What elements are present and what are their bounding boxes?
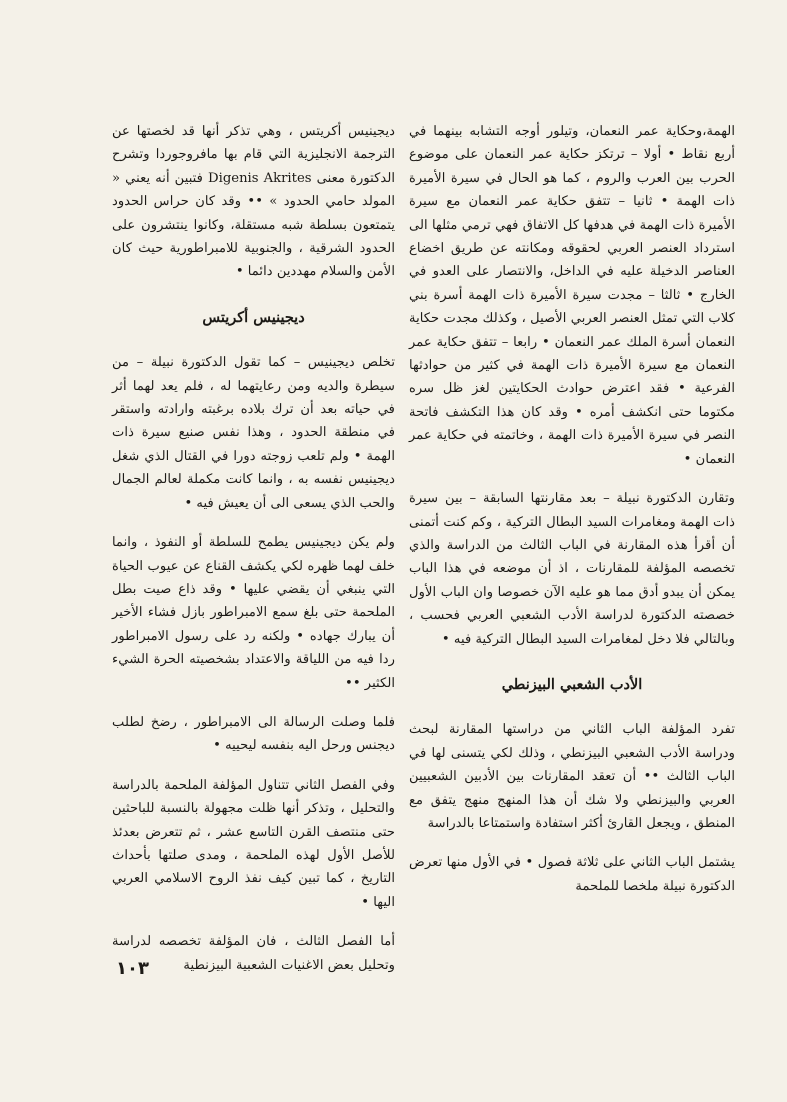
paragraph: فلما وصلت الرسالة الى الامبراطور ، رضخ لطلب ديجنس ورحل اليه بنفسه ليحييه • — [112, 714, 395, 754]
paragraph: ديجينيس أكريتس ، وهي تذكر أنها قد لخصتها عن الترجمة الانجليزية التي قام بها مافروجوردا وتشرح الدكتورة معنى Digenis Akrites فتبين أنه يعني « المولد حامي الحدود » •• وقد كان حراس الحدود يتمتعون بسلطة شبه مستقلة، وكانوا ينتشرون على الحدود الشرقية ، والجنوبية للامبراطورية حيث كان الأمن والسلام مهددين دائما • — [112, 124, 396, 280]
paragraph: يشتمل الباب الثاني على ثلاثة فصول • في الأول منها تعرض الدكتورة نبيلة ملخصا للملحمة — [409, 855, 735, 894]
section-heading: الأدب الشعبي البيزنطي — [501, 675, 643, 693]
paragraph: ولم يكن ديجينيس يطمح للسلطة أو النفوذ ، وانما خلف لهما ظهره لكي يكشف القناع عن عيوب الحياة التي ينبغي أن يقضي عليها • وقد ذاع صيت بطل الملحمة حتى بلغ سمع الامبراطور بازل فشاء الأخير أن يبارك جهاده • ولكنه رد على رسول الامبراطور ردا فيه من اللياقة والاعتداد بشخصيته الحرة الشيء الكثير •• — [112, 535, 395, 691]
paragraph: تخلص ديجينيس – كما تقول الدكتورة نبيلة – من سيطرة والديه ومن رعايتهما له ، فلم يعد لهما أثر في حياته بعد أن ترك بلاده برغبته وارادته واستقر في منطقة الحدود ، وهذا نفس صنيع سيرة ذات الهمة • ولم تلعب زوجته دورا في القتال الذي شغل ديجينيس نفسه به ، وانما كانت مكملة لعالم الجمال والحب الذي يسعى الى أن يعيش فيه • — [112, 355, 395, 511]
paragraph: أما الفصل الثالث ، فان المؤلفة تخصصه لدراسة وتحليل بعض الاغنيات الشعبية البيزنطية — [112, 934, 395, 973]
paragraph: وتقارن الدكتورة نبيلة – بعد مقارنتها السابقة – بين سيرة ذات الهمة ومغامرات السيد البطال التركية ، وكم كنت أتمنى أن أقرأ هذه المقارنة في الباب الثالث من الدراسة والذي تخصصه المؤلفة للمقارنات ، اذ أن موضعه في هذا الباب يمكن أن يبدو أدق مما هو عليه الآن خصوصا وان الباب الأول خصصته الدكتورة لدراسة الأدب الشعبي العربي فحسب ، وبالتالي فلا دخل لمغامرات السيد البطال التركية فيه • — [409, 491, 735, 647]
left-column — [112, 120, 395, 993]
section-heading: ديجينيس أكريتس — [202, 308, 305, 326]
page-number: ١٠٣ — [116, 958, 149, 979]
paragraph: الهمة،وحكاية عمر النعمان، وتيلور أوجه التشابه بينهما في أربع نقاط • أولا – ترتكز حكاية عمر النعمان على موضوع الحرب بين العرب والروم ، كما هو الحال في سيرة الأميرة ذات الهمة • ثانيا – تتفق حكاية عمر النعمان مع سيرة الأميرة ذات الهمة في هدفها كل الاتفاق فهي ترمي مثلها الى استرداد العنصر العربي لحقوقه ومكانته عن طريق اخضاع العناصر الدخيلة عليه في الداخل، والانتصار على العدو في الخارج • ثالثا – مجدت سيرة الأميرة ذات الهمة أسرة بني كلاب التي تمثل العنصر العربي الأصيل ، وكذلك مجدت حكاية النعمان أسرة الملك عمر النعمان • رابعا – تتفق حكاية عمر النعمان مع سيرة الأميرة ذات الهمة في كثير من حوادثها الفرعية • فقد اعترض حوادث الحكايتين لغز ظل سره مكتوما حتى انكشف أمره • وقد كان هذا التكشف فاتحة النصر في سيرة الأميرة ذات الهمة ، وخاتمته في حكاية عمر النعمان • — [409, 124, 735, 467]
paragraph: وفي الفصل الثاني تتناول المؤلفة الملحمة بالدراسة والتحليل ، وتذكر أنها ظلت مجهولة بالنسبة للباحثين حتى منتصف القرن التاسع عشر ، ثم تتعرض بعدئذ للأصل الأول لهذه الملحمة ، ومدى صلتها بأحداث التاريخ ، كما تبين كيف نفذ الروح الاسلامي العربي اليها • — [112, 777, 395, 910]
right-column — [409, 120, 735, 914]
paragraph: تفرد المؤلفة الباب الثاني من دراستها المقارنة لبحث ودراسة الأدب الشعبي البيزنطي ، وذلك لكي يتسنى لها في الباب الثالث •• أن تعقد المقارنات بين الأدبين الشعبيين العربي والبيزنطي ولا شك أن هذا المنهج منهج يتفق مع المنطق ، ويجعل القارئ أكثر استفادة واستمتاعا بالدراسة — [409, 722, 735, 831]
